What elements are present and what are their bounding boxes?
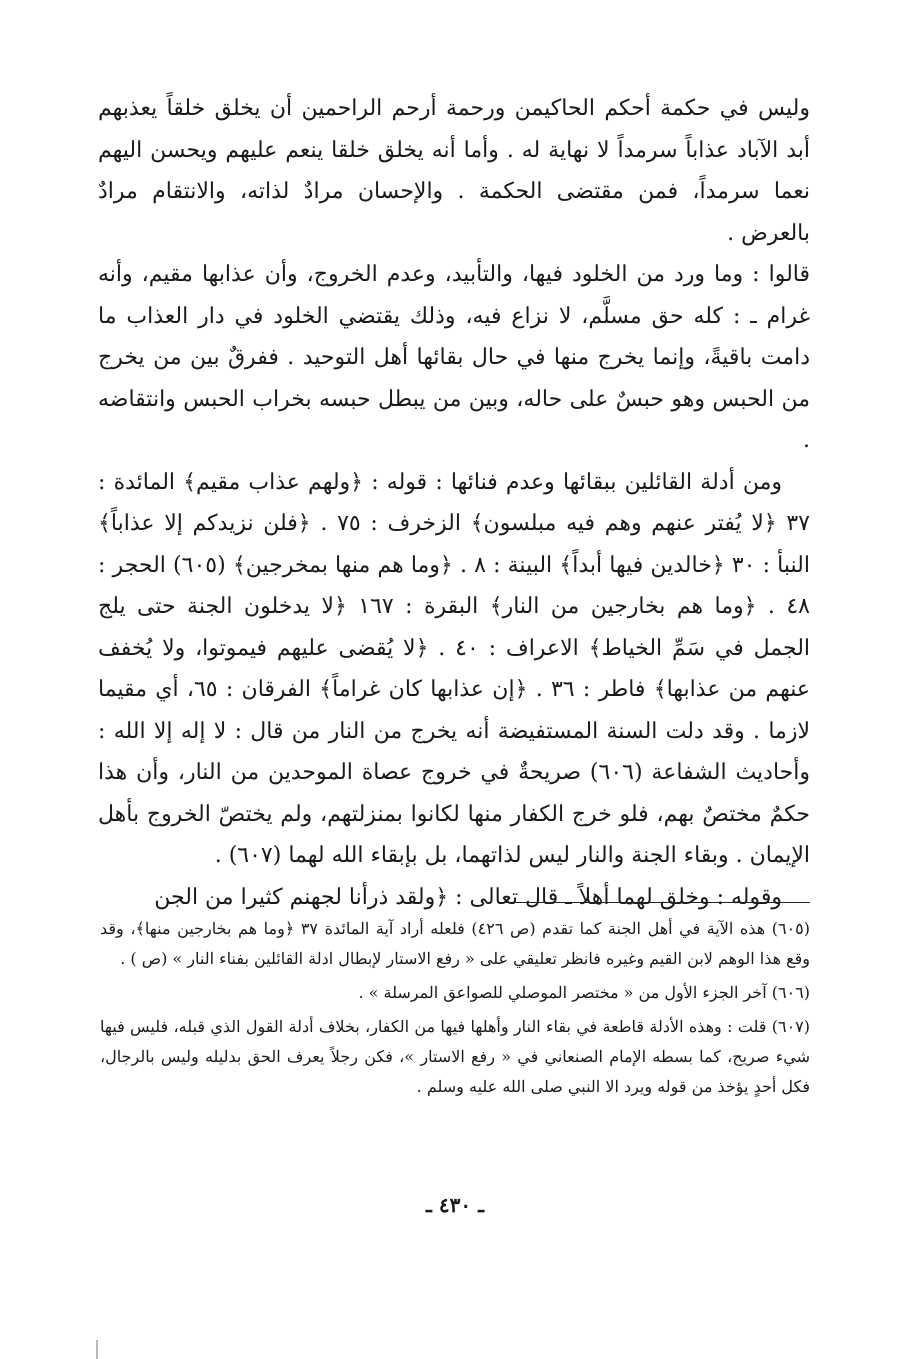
footnotes-section — [100, 914, 810, 1106]
footnote-607: (٦٠٧) قلت : وهذه الأدلة قاطعة في بقاء النار وأهلها فيها من الكفار، بخلاف أدلة القول الذي قبله، فليس فيها شيء صريح، كما بسطه الإمام الصنعاني في « رفع الاستار »، فكن رجلاً يعرف الحق بدليله وليس بالرجال، فكل أحدٍ يؤخذ من قوله ويرد الا النبي صلى الله عليه وسلم . — [100, 1017, 811, 1096]
body-paragraph-3: ومن أدلة القائلين ببقائها وعدم فنائها : قوله : ﴿ولهم عذاب مقيم﴾ المائدة : ٣٧ ﴿لا يُفتر عنهم وهم فيه مبلسون﴾ الزخرف : ٧٥ . ﴿فلن نزيدكم إلا عذاباً﴾ النبأ : ٣٠ ﴿خالدين فيها أبداً﴾ البينة : ٨ . ﴿وما هم منها بمخرجين﴾ (٦٠٥) الحجر : ٤٨ . ﴿وما هم بخارجين من النار﴾ البقرة : ١٦٧ ﴿لا يدخلون الجنة حتى يلج الجمل في سَمِّ الخياط﴾ الاعراف : ٤٠ . ﴿لا يُقضى عليهم فيموتوا، ولا يُخفف عنهم من عذابها﴾ فاطر : ٣٦ . ﴿إن عذابها كان غراماً﴾ الفرقان : ٦٥، أي مقيما لازما . وقد دلت السنة المستفيضة أنه يخرج من النار من قال : لا إله إلا الله : وأحاديث الشفاعة (٦٠٦) صريحةٌ في خروج عصاة الموحدين من النار، وأن هذا حكمٌ مختصٌ بهم، فلو خرج الكفار منها لكانوا بمنزلتهم، ولم يختصّ الخروج بأهل الإيمان . وبقاء الجنة والنار ليس لذاتهما، بل بإبقاء الله لهما (٦٠٧) . — [98, 469, 811, 868]
body-paragraph-2: قالوا : وما ورد من الخلود فيها، والتأبيد، وعدم الخروج، وأن عذابها مقيم، وأنه غرام ـ : كله حق مسلَّم، لا نزاع فيه، وذلك يقتضي الخلود في دار العذاب ما دامت باقيةً، وإنما يخرج منها في حال بقائها أهل التوحيد . ففرقٌ بين من يخرج من الحبس وهو حبسٌ على حاله، وبين من يبطل حبسه بخراب الحبس وانتقاضه . — [98, 262, 810, 453]
body-paragraph-1: وليس في حكمة أحكم الحاكيمن ورحمة أرحم الراحمين أن يخلق خلقاً يعذبهم أبد الآباد عذاباً سرمداً لا نهاية له . وأما أنه يخلق خلقا ينعم عليهم ويحسن اليهم نعما سرمداً، فمن مقتضى الحكمة . والإحسان مرادٌ لذاته، والانتقام مرادٌ بالعرض . — [98, 96, 810, 246]
footnote-606: (٦٠٦) آخر الجزء الأول من « مختصر الموصلي للصواعق المرسلة » . — [358, 983, 810, 1002]
scan-margin-mark — [96, 1340, 98, 1359]
body-paragraph-4: وقوله : وخلق لهما أهلاً ـ قال تعالى : ﴿ولقد ذرأنا لجهنم كثيرا من الجن — [154, 884, 782, 910]
footnote-605: (٦٠٥) هذه الآية في أهل الجنة كما تقدم (ص ٤٢٦) فلعله أراد آية المائدة ٣٧ ﴿وما هم بخارجين منها﴾، وقد وقع هذا الوهم لابن القيم وغيره فانظر تعليقي على « رفع الاستار لإبطال ادلة القائلين بفناء النار » (ص ) . — [100, 919, 810, 968]
main-text-body — [98, 88, 810, 918]
footnote-divider — [505, 902, 810, 903]
page-number: ـ ٤٣٠ ـ — [426, 1193, 484, 1217]
